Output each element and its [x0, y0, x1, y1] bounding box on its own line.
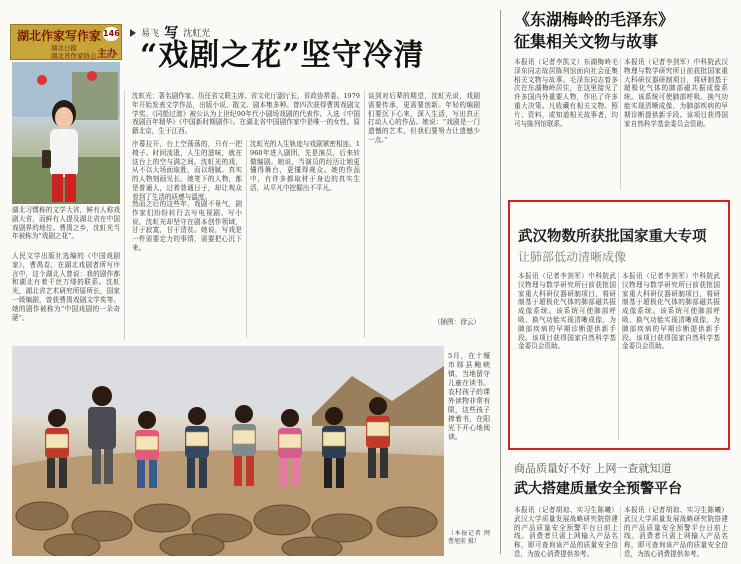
portrait-illustration	[12, 62, 120, 204]
byline	[130, 22, 211, 42]
byline-subject: 沈虹光	[183, 29, 211, 39]
children-illustration	[12, 346, 444, 556]
byline-bullet-icon	[130, 29, 136, 37]
bottom-photo-credit: （本报记者 网 曹旭宏 摄）	[448, 530, 490, 545]
story3-kicker: 商品质量好不好 上网一查就知道	[514, 462, 672, 475]
highlight-box	[508, 200, 730, 450]
byline-author: 易飞	[141, 29, 160, 39]
story1-col-2: 本报讯（记者李剑军）中科院武汉物理与数学研究所日前获批国家重大科研仪器研制项目，将研制基于超极化气体的肺部磁共振成像系统。该系统可使肺部呼吸、换气功能实现清晰成像，为肺部疾病的早期诊断提供新手段。该项目获得国家自然科学基金委员会资助。	[624, 58, 728, 128]
story1-col-1: 本报讯（记者李凯文）东湖梅岭毛泽东同志故居陈列馆面向社会征集相关文物与故事。毛泽东同志曾多次在东湖梅岭居住，在这里接见了许多国内外重要人物，作出了许多重大决策。凡收藏有相关文物、照片、资料，或知道相关故事者，均可与陈列馆联系。	[514, 58, 618, 128]
feature-body-col-1: 序幕拉开，台上空荡荡的，只有一把椅子。时间流逝，人生的滋味，就在这台上的空与满之间。沈虹光的戏，从不以大场面取胜，而以细腻、真实的人物刻画见长。她笔下的人物，都是普通人，过着普通日子，却让观众看到了生活的质感与温度。	[132, 140, 242, 201]
story3-title: 武大搭建质量安全预警平台	[514, 481, 682, 497]
feature-intro-text: 沈虹光：著名剧作家、历任省文联主席、省文化厅副厅长、省政协常委。1979年开始发表文学作品，出版小说、散文、剧本集多种。曾四次获得曹禺戏剧文学奖、《同船过渡》被公认为上世纪90年代小剧场戏剧的代表作。入选《中国戏剧百年精华》《中国新时期剧作》。在湖北省中国剧作家中是唯一的女性。原籍北京，生于江西。	[132, 92, 360, 136]
story2-subtitle: 让肺部低动清晰成像	[518, 250, 627, 264]
bottom-photo-caption: 5月，在十堰市郧县鲍峡镇，当地留守儿童在读书。农村孩子的课外读物非常有限，这些孩子捧着书，在阳光下开心地阅读。	[448, 352, 490, 441]
feature-body-col-4: 谈到对后辈的期望，沈虹光说，戏剧需要传承，更需要创新。年轻的编剧们要沉下心来，深入生活，写出真正打动人心的作品。她说：“戏剧是一门遗憾的艺术，但我们要努力让遗憾少一点。”	[368, 92, 480, 144]
photo-caption-text: 湖北习惯称的文学大省，鲜有人称戏剧大省，而鲜有人提及湖北省在中国戏剧界的地位。曹禺之乡，沈虹光当年被称为“戏剧之花”。	[12, 206, 120, 241]
story1-subtitle: 征集相关文物与故事	[514, 32, 659, 51]
feature-title: “戏剧之花”坚守冷清	[140, 38, 425, 73]
story3-col-2: 本报讯（记者胡琼、实习生陈曦）武汉大学质量发展战略研究院搭建的产品质量安全预警平台日前上线。消费者只需上网输入产品名称，即可查询该产品的质量安全信息，为放心消费提供参考。	[624, 506, 728, 558]
feature-body-col-2: 然而之后的这些年，戏剧不景气，剧作家们纷纷转行去写电视剧、写小说，沈虹光却坚守在剧本创作领域，甘于寂寞，甘于清贫。她说，写戏是一件需要定力的事情，需要把心沉下来。	[132, 200, 242, 252]
story2-col-1: 本报讯（记者李剑军）中科院武汉物理与数学研究所日前获批国家重大科研仪器研制项目，将研制基于超极化气体的肺部磁共振成像系统。该系统可使肺部呼吸、换气功能实现清晰成像，为肺部疾病的早期诊断提供新手段。该项目获得国家自然科学基金委员会资助。	[518, 272, 616, 351]
story1-title: 《东湖梅岭的毛泽东》	[514, 10, 675, 29]
column-badge-sponsor: 湖北日报	[51, 44, 77, 52]
column-badge-tag: 主办	[97, 49, 117, 60]
story3-col-1: 本报讯（记者胡琼、实习生陈曦）武汉大学质量发展战略研究院搭建的产品质量安全预警平台日前上线。消费者只需上网输入产品名称，即可查询该产品的质量安全信息，为放心消费提供参考。	[514, 506, 618, 558]
byline-write-glyph: 写	[164, 25, 179, 42]
column-badge-name: 湖北作家写作家	[17, 29, 102, 43]
story2-title: 武汉物数所获批国家重大专项	[518, 229, 707, 245]
column-badge	[10, 24, 122, 60]
feature-end-note: （插图：徐云）	[433, 318, 480, 326]
column-badge-partner: 湖北省作家协会	[51, 52, 97, 60]
author-portrait-photo	[12, 62, 120, 204]
left-column-text: 人民文学出版社选编的《中国戏剧家》，曹禺卷，在湖北戏剧者所写序言中，这个湖北人曾说：我的剧作都和湖北有着千丝万缕的联系。沈虹光，湖北省艺术研究所原所长，国家一级编剧，曾获曹禺戏剧文学奖等。她的剧作被称为“中国戏剧的一朵奇葩”。	[12, 252, 120, 322]
column-badge-issue: 146	[103, 27, 119, 41]
children-reading-photo	[12, 346, 444, 556]
story2-col-2: 本报讯（记者李剑军）中科院武汉物理与数学研究所日前获批国家重大科研仪器研制项目，将研制基于超极化气体的肺部磁共振成像系统。该系统可使肺部呼吸、换气功能实现清晰成像，为肺部疾病的早期诊断提供新手段。该项目获得国家自然科学基金委员会资助。	[622, 272, 720, 351]
feature-body-col-3: 沈虹光的人生轨迹与戏剧紧密相连。1960年进入剧团，先是演员，后来转做编剧。她说，当演员的经历让她更懂得舞台，更懂得观众。她的作品中，有许多都取材于身边的真实生活，从平凡中挖掘出不平凡。	[250, 140, 360, 192]
